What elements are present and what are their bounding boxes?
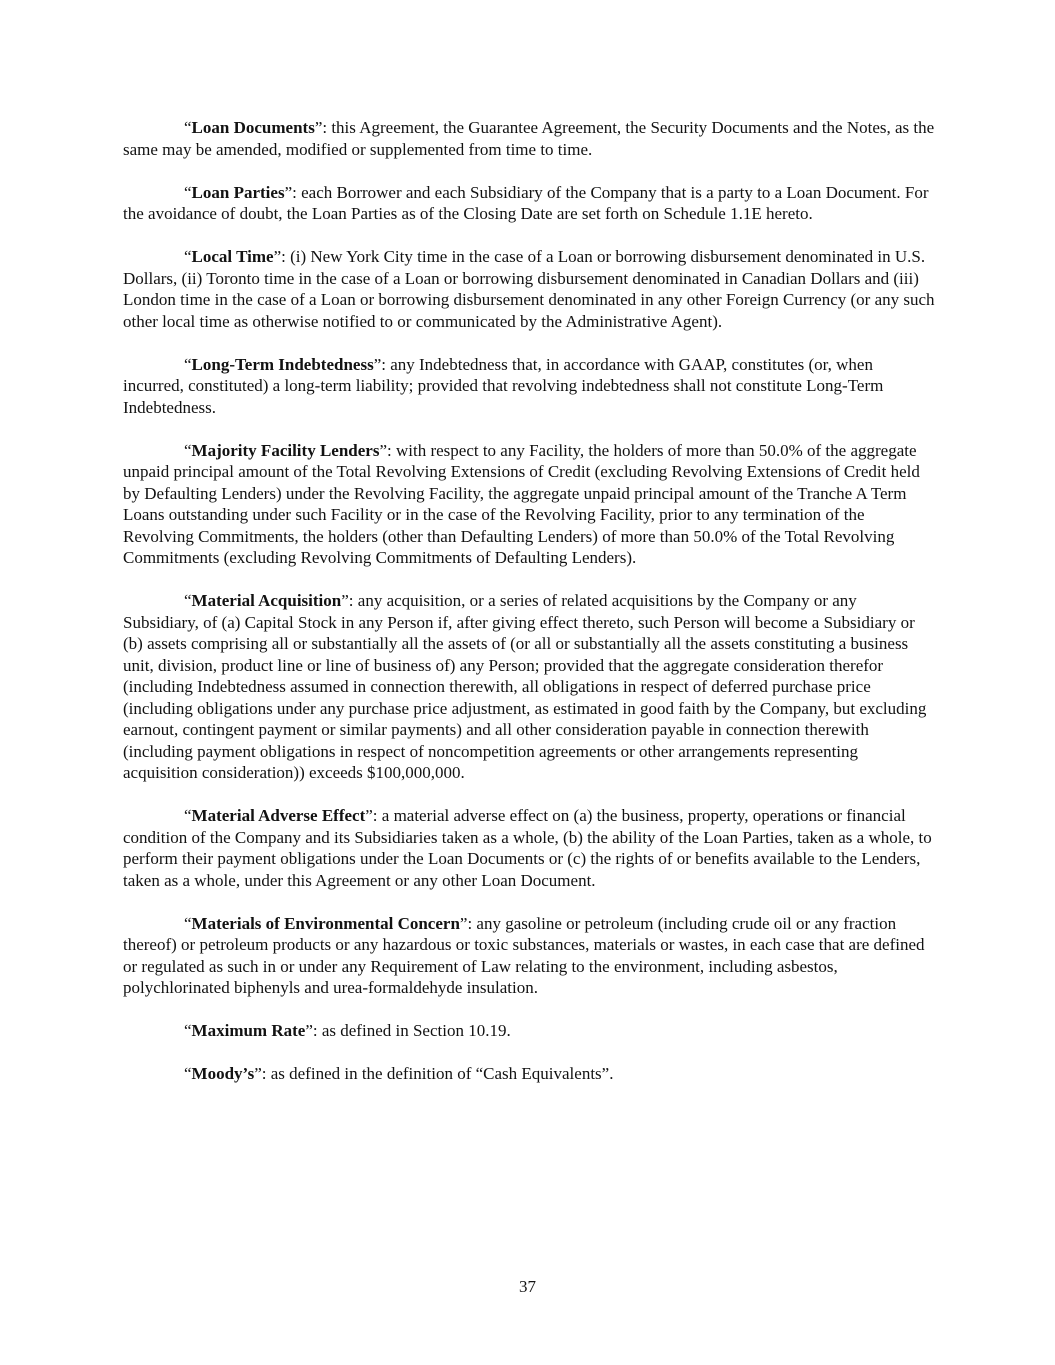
definition-body: ”: any gasoline or petroleum (including crude oil or any fraction thereof) or petroleum products or any hazardous or toxic substances, materials or wastes, in each case that are defined or regulated as such in or under any Requirement of Law relating to the environment, including asbestos, polychlorinated biphenyls and urea-formaldehyde insulation.	[123, 913, 925, 997]
defined-term: Maximum Rate	[191, 1021, 306, 1040]
open-quote: “	[184, 591, 192, 610]
open-quote: “	[184, 1064, 192, 1083]
definition-paragraph-material-adverse-effect	[123, 805, 935, 891]
definition-paragraph-maximum-rate	[123, 1020, 935, 1042]
open-quote: “	[184, 806, 192, 825]
definition-body: ”: this Agreement, the Guarantee Agreement, the Security Documents and the Notes, as the same may be amended, modified or supplemented from time to time.	[123, 118, 935, 159]
page-number: 37	[519, 1277, 536, 1296]
defined-term: Loan Documents	[191, 118, 315, 137]
defined-term: Materials of Environmental Concern	[191, 913, 460, 933]
definition-body: ”: as defined in the definition of “Cash Equivalents”.	[254, 1064, 614, 1083]
definition-paragraph-loan-parties	[123, 182, 935, 225]
defined-term: Local Time	[191, 247, 274, 266]
defined-term: Majority Facility Lenders	[191, 440, 380, 460]
definition-paragraph-materials-of-environmental-concern	[123, 913, 935, 999]
definitions-text-block	[123, 117, 935, 1085]
open-quote: “	[184, 118, 192, 137]
definition-paragraph-material-acquisition	[123, 590, 935, 784]
definition-body: ”: any acquisition, or a series of related acquisitions by the Company or any Subsidiary, of (a) Capital Stock in any Person if, after giving effect thereto, such Person will become a Subsidiary or (b) assets comprising all or substantially all the assets of (or all or substantially all the assets constituting a business unit, division, product line or line of business of) any Person; provided that the aggregate consideration therefor (including Indebtedness assumed in connection therewith, all obligations in respect of deferred purchase price (including obligations under any purchase price adjustment, as estimated in good faith by the Company, but excluding earnout, contingent payment or similar payments) and all other consideration payable in connection therewith (including payment obligations in respect of noncompetition agreements or other arrangements representing acquisition consideration)) exceeds $100,000,000.	[123, 591, 927, 782]
open-quote: “	[184, 354, 192, 374]
definition-paragraph-long-term-indebtedness	[123, 354, 935, 419]
open-quote: “	[184, 247, 192, 266]
definition-paragraph-loan-documents	[123, 117, 935, 160]
defined-term: Long-Term Indebtedness	[191, 354, 374, 374]
open-quote: “	[184, 182, 192, 202]
definition-paragraph-moodys	[123, 1063, 935, 1085]
definition-body: ”: each Borrower and each Subsidiary of the Company that is a party to a Loan Document. For the avoidance of doubt, the Loan Parties as of the Closing Date are set forth on Schedule 1.1E hereto.	[123, 182, 929, 223]
definition-paragraph-majority-facility-lenders	[123, 440, 935, 569]
definition-paragraph-local-time	[123, 246, 935, 332]
open-quote: “	[184, 440, 192, 460]
defined-term: Material Acquisition	[191, 591, 342, 610]
definition-body: ”: (i) New York City time in the case of a Loan or borrowing disbursement denominated in U.S. Dollars, (ii) Toronto time in the case of a Loan or borrowing disbursement denominated in Canadian Dollars and (iii) London time in the case of a Loan or borrowing disbursement denominated in any other Foreign Currency (or any such other local time as otherwise notified to or communicated by the Administrative Agent).	[123, 247, 935, 331]
defined-term: Loan Parties	[191, 182, 285, 202]
defined-term: Material Adverse Effect	[191, 806, 366, 825]
definition-body: ”: with respect to any Facility, the holders of more than 50.0% of the aggregate unpaid principal amount of the Total Revolving Extensions of Credit (excluding Revolving Extensions of Credit held by Defaulting Lenders) under the Revolving Facility, the aggregate unpaid principal amount of the Tranche A Term Loans outstanding under such Facility or in the case of the Revolving Facility, prior to any termination of the Revolving Commitments, the holders (other than Defaulting Lenders) of more than 50.0% of the Total Revolving Commitments (excluding Revolving Commitments of Defaulting Lenders).	[123, 440, 920, 567]
defined-term: Moody’s	[191, 1064, 255, 1083]
definition-body: ”: as defined in Section 10.19.	[305, 1021, 511, 1040]
open-quote: “	[184, 913, 192, 933]
definition-body: ”: any Indebtedness that, in accordance with GAAP, constitutes (or, when incurred, constituted) a long-term liability; provided that revolving indebtedness shall not constitute Long-Term Indebtedness.	[123, 354, 884, 417]
open-quote: “	[184, 1021, 192, 1040]
definition-body: ”: a material adverse effect on (a) the business, property, operations or financial condition of the Company and its Subsidiaries taken as a whole, (b) the ability of the Loan Parties, taken as a whole, to perform their payment obligations under the Loan Documents or (c) the rights of or benefits available to the Lenders, taken as a whole, under this Agreement or any other Loan Document.	[123, 806, 932, 890]
